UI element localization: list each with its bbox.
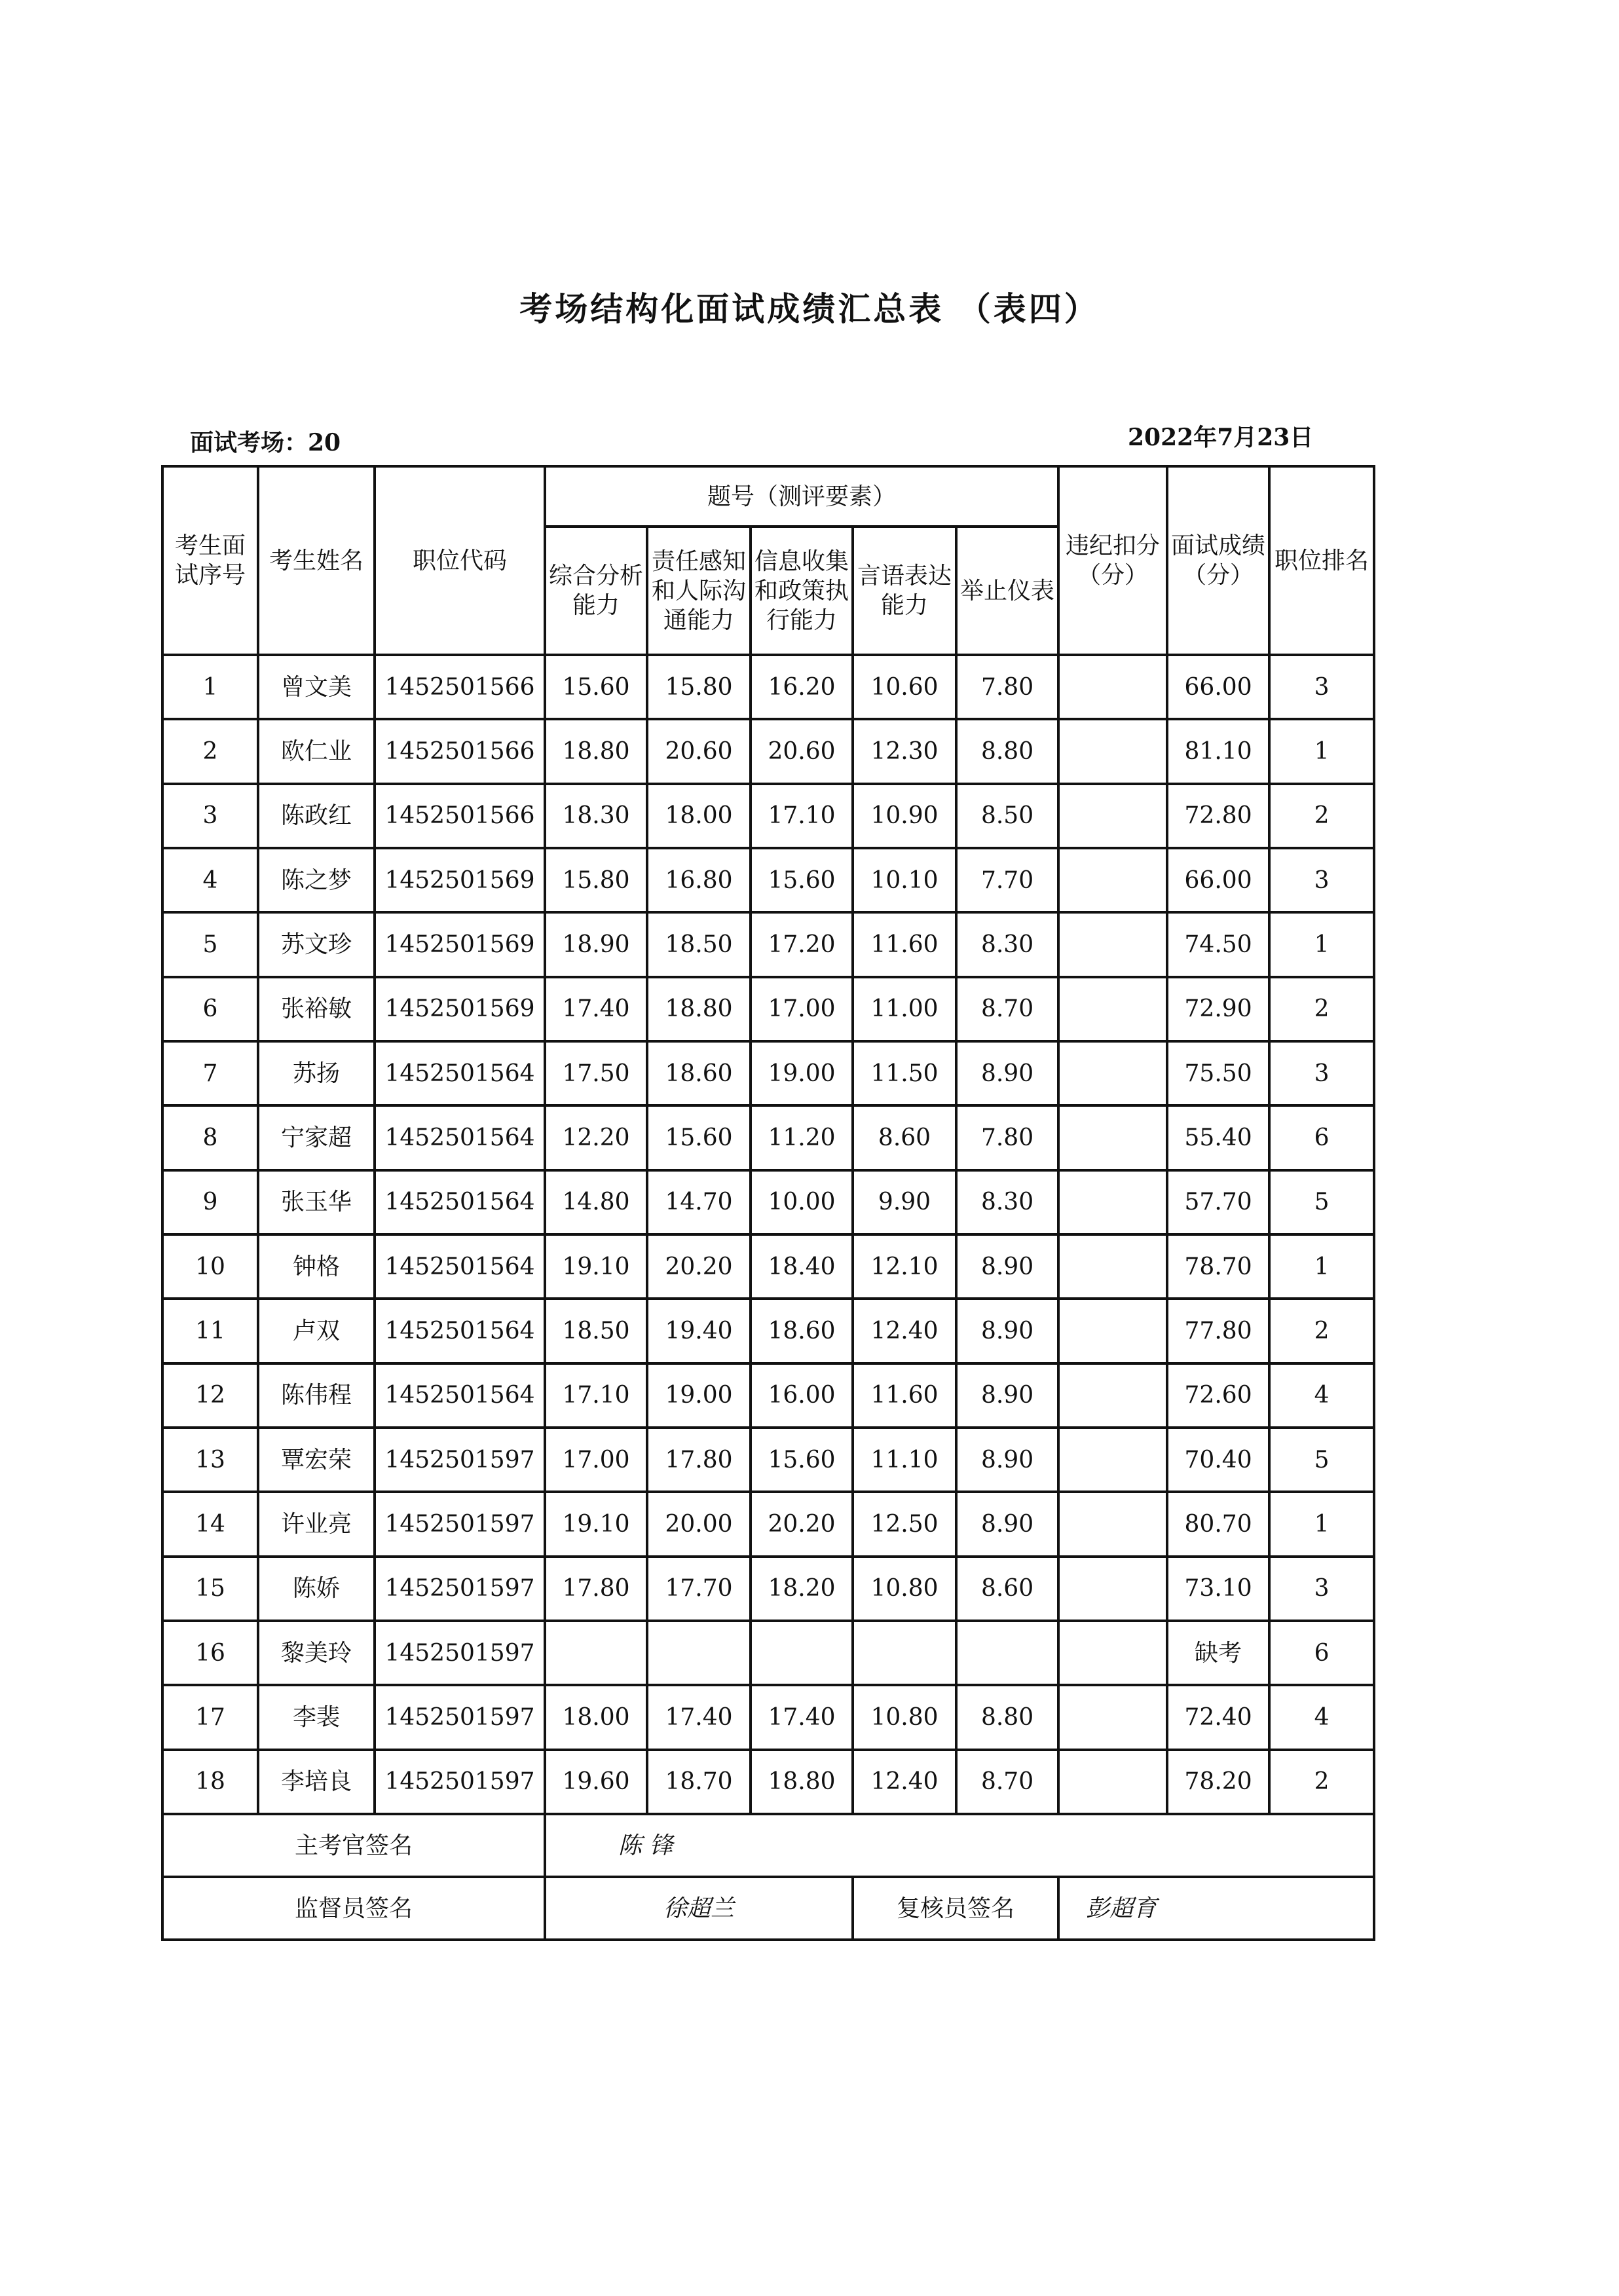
cell-q4 bbox=[853, 1621, 956, 1685]
cell-q2: 19.40 bbox=[647, 1299, 751, 1363]
cell-deduct bbox=[1058, 655, 1167, 719]
cell-code: 1452501564 bbox=[375, 1170, 545, 1234]
cell-code: 1452501564 bbox=[375, 1299, 545, 1363]
cell-score: 77.80 bbox=[1167, 1299, 1269, 1363]
cell-rank: 1 bbox=[1269, 719, 1374, 783]
cell-score: 81.10 bbox=[1167, 719, 1269, 783]
cell-score: 72.80 bbox=[1167, 784, 1269, 848]
cell-q3: 19.00 bbox=[751, 1041, 853, 1105]
table-row bbox=[162, 1170, 1374, 1234]
table-row bbox=[162, 1750, 1374, 1814]
cell-q2: 15.80 bbox=[647, 655, 751, 719]
header-deduct: 违纪扣分（分） bbox=[1058, 466, 1167, 655]
cell-q1: 19.10 bbox=[545, 1492, 647, 1556]
table-row bbox=[162, 1105, 1374, 1170]
cell-score: 70.40 bbox=[1167, 1428, 1269, 1492]
cell-q4: 11.00 bbox=[853, 977, 956, 1041]
cell-code: 1452501564 bbox=[375, 1234, 545, 1299]
cell-q4: 12.30 bbox=[853, 719, 956, 783]
cell-q2 bbox=[647, 1621, 751, 1685]
cell-score: 72.60 bbox=[1167, 1363, 1269, 1428]
cell-deduct bbox=[1058, 1557, 1167, 1621]
cell-seq: 6 bbox=[162, 977, 258, 1041]
cell-q2: 18.70 bbox=[647, 1750, 751, 1814]
cell-q5: 8.90 bbox=[956, 1234, 1058, 1299]
cell-name: 钟格 bbox=[258, 1234, 375, 1299]
cell-code: 1452501569 bbox=[375, 848, 545, 912]
cell-q4: 8.60 bbox=[853, 1105, 956, 1170]
table-row bbox=[162, 1492, 1374, 1556]
cell-code: 1452501564 bbox=[375, 1041, 545, 1105]
cell-q3: 17.40 bbox=[751, 1685, 853, 1749]
supervisor-signature-label: 监督员签名 bbox=[162, 1877, 545, 1940]
cell-name: 陈之梦 bbox=[258, 848, 375, 912]
cell-code: 1452501597 bbox=[375, 1685, 545, 1749]
cell-seq: 12 bbox=[162, 1363, 258, 1428]
cell-name: 苏扬 bbox=[258, 1041, 375, 1105]
cell-rank: 2 bbox=[1269, 977, 1374, 1041]
cell-name: 许业亮 bbox=[258, 1492, 375, 1556]
cell-q1: 19.10 bbox=[545, 1234, 647, 1299]
cell-q1: 17.10 bbox=[545, 1363, 647, 1428]
cell-seq: 10 bbox=[162, 1234, 258, 1299]
table-row bbox=[162, 1299, 1374, 1363]
cell-name: 欧仁业 bbox=[258, 719, 375, 783]
reviewer-signature: 彭超育 bbox=[1058, 1877, 1374, 1940]
table-row bbox=[162, 912, 1374, 976]
cell-q4: 10.80 bbox=[853, 1557, 956, 1621]
cell-q4: 10.80 bbox=[853, 1685, 956, 1749]
cell-q2: 18.50 bbox=[647, 912, 751, 976]
cell-q1: 17.00 bbox=[545, 1428, 647, 1492]
cell-seq: 15 bbox=[162, 1557, 258, 1621]
cell-deduct bbox=[1058, 1234, 1167, 1299]
table-row bbox=[162, 1685, 1374, 1749]
supervisor-signature: 徐超兰 bbox=[545, 1877, 853, 1940]
table-row bbox=[162, 719, 1374, 783]
cell-q4: 11.50 bbox=[853, 1041, 956, 1105]
cell-name: 张裕敏 bbox=[258, 977, 375, 1041]
cell-rank: 6 bbox=[1269, 1105, 1374, 1170]
cell-q2: 17.80 bbox=[647, 1428, 751, 1492]
cell-seq: 8 bbox=[162, 1105, 258, 1170]
cell-name: 张玉华 bbox=[258, 1170, 375, 1234]
cell-q3 bbox=[751, 1621, 853, 1685]
cell-score: 66.00 bbox=[1167, 655, 1269, 719]
cell-q1: 17.50 bbox=[545, 1041, 647, 1105]
header-q5: 举止仪表 bbox=[956, 527, 1058, 655]
cell-deduct bbox=[1058, 1685, 1167, 1749]
cell-q5: 8.80 bbox=[956, 719, 1058, 783]
cell-q2: 19.00 bbox=[647, 1363, 751, 1428]
cell-q4: 12.50 bbox=[853, 1492, 956, 1556]
cell-q1: 18.80 bbox=[545, 719, 647, 783]
cell-q4: 11.60 bbox=[853, 1363, 956, 1428]
cell-code: 1452501566 bbox=[375, 784, 545, 848]
cell-score: 缺考 bbox=[1167, 1621, 1269, 1685]
cell-q5: 7.70 bbox=[956, 848, 1058, 912]
cell-q2: 18.80 bbox=[647, 977, 751, 1041]
cell-rank: 5 bbox=[1269, 1428, 1374, 1492]
cell-q4: 12.10 bbox=[853, 1234, 956, 1299]
cell-q3: 16.00 bbox=[751, 1363, 853, 1428]
cell-q3: 15.60 bbox=[751, 1428, 853, 1492]
cell-seq: 3 bbox=[162, 784, 258, 848]
cell-deduct bbox=[1058, 977, 1167, 1041]
table-row bbox=[162, 977, 1374, 1041]
cell-q5: 8.30 bbox=[956, 1170, 1058, 1234]
cell-rank: 1 bbox=[1269, 1234, 1374, 1299]
cell-q3: 10.00 bbox=[751, 1170, 853, 1234]
cell-q1: 17.80 bbox=[545, 1557, 647, 1621]
cell-code: 1452501564 bbox=[375, 1105, 545, 1170]
cell-score: 73.10 bbox=[1167, 1557, 1269, 1621]
cell-q1: 17.40 bbox=[545, 977, 647, 1041]
cell-q5: 8.90 bbox=[956, 1299, 1058, 1363]
cell-q3: 16.20 bbox=[751, 655, 853, 719]
cell-seq: 7 bbox=[162, 1041, 258, 1105]
cell-score: 72.40 bbox=[1167, 1685, 1269, 1749]
cell-q2: 17.40 bbox=[647, 1685, 751, 1749]
cell-deduct bbox=[1058, 1492, 1167, 1556]
cell-name: 覃宏荣 bbox=[258, 1428, 375, 1492]
cell-q5: 8.90 bbox=[956, 1041, 1058, 1105]
cell-q2: 18.60 bbox=[647, 1041, 751, 1105]
cell-q4: 10.10 bbox=[853, 848, 956, 912]
cell-q2: 14.70 bbox=[647, 1170, 751, 1234]
score-summary-table bbox=[161, 465, 1375, 1941]
cell-rank: 3 bbox=[1269, 1557, 1374, 1621]
cell-score: 78.20 bbox=[1167, 1750, 1269, 1814]
cell-name: 苏文珍 bbox=[258, 912, 375, 976]
cell-q4: 11.10 bbox=[853, 1428, 956, 1492]
cell-seq: 9 bbox=[162, 1170, 258, 1234]
cell-name: 陈伟程 bbox=[258, 1363, 375, 1428]
cell-name: 李培良 bbox=[258, 1750, 375, 1814]
cell-deduct bbox=[1058, 1621, 1167, 1685]
cell-q1: 18.90 bbox=[545, 912, 647, 976]
cell-q4: 11.60 bbox=[853, 912, 956, 976]
table-row bbox=[162, 784, 1374, 848]
cell-q5: 7.80 bbox=[956, 655, 1058, 719]
cell-q2: 20.60 bbox=[647, 719, 751, 783]
table-row bbox=[162, 1557, 1374, 1621]
table-row bbox=[162, 1234, 1374, 1299]
cell-deduct bbox=[1058, 1750, 1167, 1814]
cell-code: 1452501566 bbox=[375, 719, 545, 783]
cell-deduct bbox=[1058, 1299, 1167, 1363]
cell-rank: 6 bbox=[1269, 1621, 1374, 1685]
cell-score: 80.70 bbox=[1167, 1492, 1269, 1556]
cell-q4: 10.60 bbox=[853, 655, 956, 719]
reviewer-signature-label: 复核员签名 bbox=[853, 1877, 1058, 1940]
cell-q1: 19.60 bbox=[545, 1750, 647, 1814]
cell-code: 1452501597 bbox=[375, 1492, 545, 1556]
cell-rank: 1 bbox=[1269, 912, 1374, 976]
cell-q1: 14.80 bbox=[545, 1170, 647, 1234]
header-q3: 信息收集和政策执行能力 bbox=[751, 527, 853, 655]
header-seq: 考生面试序号 bbox=[162, 466, 258, 655]
cell-score: 74.50 bbox=[1167, 912, 1269, 976]
cell-rank: 3 bbox=[1269, 848, 1374, 912]
cell-code: 1452501597 bbox=[375, 1557, 545, 1621]
cell-name: 黎美玲 bbox=[258, 1621, 375, 1685]
table-row bbox=[162, 1363, 1374, 1428]
cell-score: 72.90 bbox=[1167, 977, 1269, 1041]
cell-code: 1452501597 bbox=[375, 1621, 545, 1685]
cell-rank: 2 bbox=[1269, 1750, 1374, 1814]
cell-rank: 3 bbox=[1269, 1041, 1374, 1105]
cell-code: 1452501597 bbox=[375, 1750, 545, 1814]
table-row bbox=[162, 1041, 1374, 1105]
cell-deduct bbox=[1058, 719, 1167, 783]
cell-q5: 8.70 bbox=[956, 1750, 1058, 1814]
header-code: 职位代码 bbox=[375, 466, 545, 655]
cell-q3: 18.60 bbox=[751, 1299, 853, 1363]
cell-seq: 2 bbox=[162, 719, 258, 783]
cell-deduct bbox=[1058, 1428, 1167, 1492]
cell-code: 1452501569 bbox=[375, 912, 545, 976]
table-row bbox=[162, 655, 1374, 719]
cell-seq: 13 bbox=[162, 1428, 258, 1492]
cell-q1: 18.50 bbox=[545, 1299, 647, 1363]
cell-q3: 17.10 bbox=[751, 784, 853, 848]
cell-seq: 4 bbox=[162, 848, 258, 912]
cell-seq: 1 bbox=[162, 655, 258, 719]
cell-deduct bbox=[1058, 848, 1167, 912]
cell-seq: 18 bbox=[162, 1750, 258, 1814]
cell-q2: 16.80 bbox=[647, 848, 751, 912]
cell-seq: 5 bbox=[162, 912, 258, 976]
cell-q3: 18.40 bbox=[751, 1234, 853, 1299]
header-q1: 综合分析能力 bbox=[545, 527, 647, 655]
cell-q1: 15.60 bbox=[545, 655, 647, 719]
cell-deduct bbox=[1058, 1170, 1167, 1234]
cell-name: 李裴 bbox=[258, 1685, 375, 1749]
header-question-group: 题号（测评要素） bbox=[545, 466, 1058, 527]
cell-q1: 18.30 bbox=[545, 784, 647, 848]
cell-seq: 14 bbox=[162, 1492, 258, 1556]
cell-q5: 8.50 bbox=[956, 784, 1058, 848]
cell-q5 bbox=[956, 1621, 1058, 1685]
cell-seq: 11 bbox=[162, 1299, 258, 1363]
cell-code: 1452501564 bbox=[375, 1363, 545, 1428]
cell-rank: 4 bbox=[1269, 1685, 1374, 1749]
cell-seq: 17 bbox=[162, 1685, 258, 1749]
cell-score: 78.70 bbox=[1167, 1234, 1269, 1299]
cell-q2: 20.00 bbox=[647, 1492, 751, 1556]
cell-rank: 3 bbox=[1269, 655, 1374, 719]
cell-rank: 2 bbox=[1269, 1299, 1374, 1363]
header-name: 考生姓名 bbox=[258, 466, 375, 655]
cell-score: 75.50 bbox=[1167, 1041, 1269, 1105]
cell-name: 宁家超 bbox=[258, 1105, 375, 1170]
header-q2: 责任感知和人际沟通能力 bbox=[647, 527, 751, 655]
cell-q5: 8.80 bbox=[956, 1685, 1058, 1749]
cell-q1 bbox=[545, 1621, 647, 1685]
cell-q3: 18.80 bbox=[751, 1750, 853, 1814]
cell-q4: 9.90 bbox=[853, 1170, 956, 1234]
header-rank: 职位排名 bbox=[1269, 466, 1374, 655]
cell-q5: 8.30 bbox=[956, 912, 1058, 976]
table-row bbox=[162, 1621, 1374, 1685]
cell-q2: 15.60 bbox=[647, 1105, 751, 1170]
cell-score: 57.70 bbox=[1167, 1170, 1269, 1234]
chief-signature-label: 主考官签名 bbox=[162, 1814, 545, 1877]
cell-name: 陈政红 bbox=[258, 784, 375, 848]
cell-q3: 17.00 bbox=[751, 977, 853, 1041]
cell-q2: 17.70 bbox=[647, 1557, 751, 1621]
cell-q1: 15.80 bbox=[545, 848, 647, 912]
cell-deduct bbox=[1058, 1363, 1167, 1428]
cell-q5: 7.80 bbox=[956, 1105, 1058, 1170]
table-row bbox=[162, 848, 1374, 912]
exam-date: 2022年7月23日 bbox=[1128, 424, 1314, 451]
cell-rank: 5 bbox=[1269, 1170, 1374, 1234]
document-title: 考场结构化面试成绩汇总表 （表四） bbox=[519, 289, 1100, 328]
cell-q5: 8.70 bbox=[956, 977, 1058, 1041]
cell-code: 1452501597 bbox=[375, 1428, 545, 1492]
header-q4: 言语表达能力 bbox=[853, 527, 956, 655]
cell-q2: 20.20 bbox=[647, 1234, 751, 1299]
cell-deduct bbox=[1058, 912, 1167, 976]
cell-q5: 8.90 bbox=[956, 1363, 1058, 1428]
cell-q3: 20.20 bbox=[751, 1492, 853, 1556]
cell-q3: 18.20 bbox=[751, 1557, 853, 1621]
cell-q2: 18.00 bbox=[647, 784, 751, 848]
cell-q5: 8.90 bbox=[956, 1428, 1058, 1492]
cell-name: 曾文美 bbox=[258, 655, 375, 719]
cell-score: 55.40 bbox=[1167, 1105, 1269, 1170]
cell-q5: 8.90 bbox=[956, 1492, 1058, 1556]
table-row bbox=[162, 1428, 1374, 1492]
cell-q1: 18.00 bbox=[545, 1685, 647, 1749]
chief-signature: 陈 锋 bbox=[545, 1814, 1374, 1877]
cell-q3: 11.20 bbox=[751, 1105, 853, 1170]
header-score: 面试成绩（分） bbox=[1167, 466, 1269, 655]
cell-code: 1452501566 bbox=[375, 655, 545, 719]
cell-q1: 12.20 bbox=[545, 1105, 647, 1170]
cell-seq: 16 bbox=[162, 1621, 258, 1685]
cell-q3: 20.60 bbox=[751, 719, 853, 783]
cell-deduct bbox=[1058, 784, 1167, 848]
cell-deduct bbox=[1058, 1105, 1167, 1170]
cell-name: 陈娇 bbox=[258, 1557, 375, 1621]
cell-q3: 17.20 bbox=[751, 912, 853, 976]
cell-q4: 12.40 bbox=[853, 1299, 956, 1363]
cell-code: 1452501569 bbox=[375, 977, 545, 1041]
venue-label: 面试考场：20 bbox=[190, 429, 341, 456]
cell-rank: 1 bbox=[1269, 1492, 1374, 1556]
cell-rank: 2 bbox=[1269, 784, 1374, 848]
cell-q3: 15.60 bbox=[751, 848, 853, 912]
cell-name: 卢双 bbox=[258, 1299, 375, 1363]
cell-q4: 12.40 bbox=[853, 1750, 956, 1814]
cell-score: 66.00 bbox=[1167, 848, 1269, 912]
cell-rank: 4 bbox=[1269, 1363, 1374, 1428]
cell-q5: 8.60 bbox=[956, 1557, 1058, 1621]
cell-deduct bbox=[1058, 1041, 1167, 1105]
cell-q4: 10.90 bbox=[853, 784, 956, 848]
